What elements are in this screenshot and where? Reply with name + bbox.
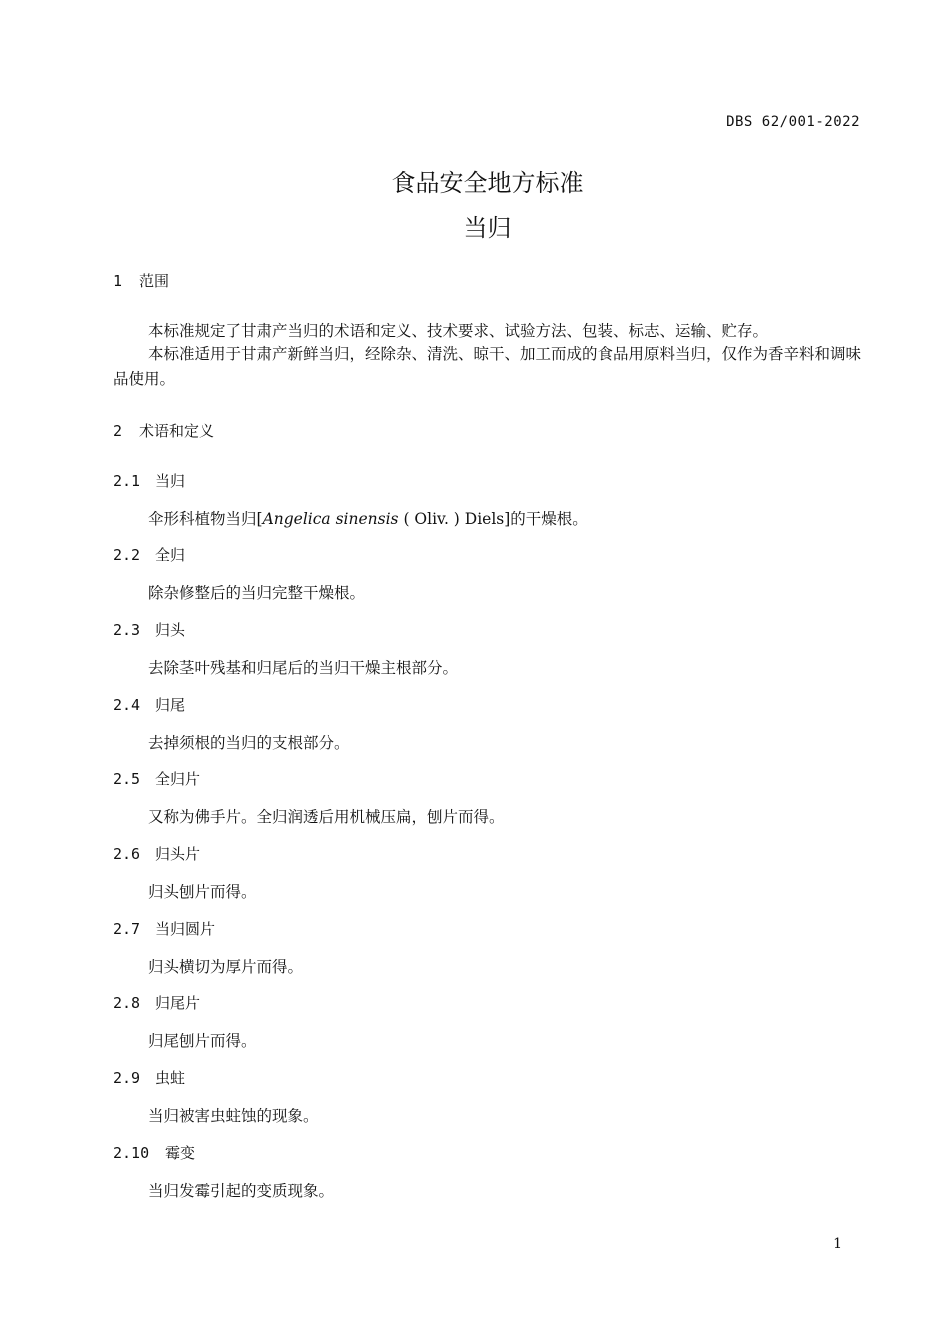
term-definition: 归头横切为厚片而得。: [148, 958, 304, 976]
term-definition: 去掉须根的当归的支根部分。: [148, 734, 350, 752]
term-number: 2.10: [113, 1144, 150, 1162]
term-heading: [113, 619, 185, 640]
scope-paragraph-2: 本标准适用于甘肃产新鲜当归，经除杂、清洗、晾干、加工而成的食品用原料当归，仅作为香辛料和调味品使用。: [113, 345, 862, 388]
page-number: 1: [833, 1236, 842, 1252]
term-definition: 去除茎叶残基和归尾后的当归干燥主根部分。: [148, 659, 459, 677]
term-definition: 归头刨片而得。: [148, 883, 257, 901]
term-name: 当归圆片: [155, 920, 216, 938]
document-code: DBS 62/001-2022: [726, 114, 860, 130]
section-number: 1: [113, 272, 123, 290]
term-heading: [113, 843, 200, 864]
definition-text: ( Oliv. ) Diels]的干燥根。: [398, 510, 588, 528]
term-name: 全归: [155, 546, 186, 564]
section-number: 2: [113, 422, 123, 440]
term-number: 2.5: [113, 770, 141, 788]
term-heading: [113, 918, 215, 939]
term-number: 2.4: [113, 696, 141, 714]
term-name: 霉变: [165, 1144, 196, 1162]
term-number: 2.3: [113, 621, 141, 639]
term-definition: [148, 507, 588, 529]
term-definition: 除杂修整后的当归完整干燥根。: [148, 584, 366, 602]
term-heading: [113, 694, 185, 715]
term-name: 归尾: [155, 696, 186, 714]
term-name: 归头片: [155, 845, 201, 863]
term-name: 归头: [155, 621, 186, 639]
term-heading: [113, 544, 185, 565]
latin-name: Angelica sinensis: [262, 510, 399, 528]
term-heading: [113, 1142, 195, 1163]
term-definition: 归尾刨片而得。: [148, 1032, 257, 1050]
term-number: 2.1: [113, 472, 141, 490]
term-name: 虫蛀: [155, 1069, 186, 1087]
term-name: 当归: [155, 472, 186, 490]
term-number: 2.9: [113, 1069, 141, 1087]
document-title: 食品安全地方标准: [391, 169, 584, 197]
term-name: 归尾片: [155, 994, 201, 1012]
section-title: 范围: [139, 272, 170, 290]
section-title: 术语和定义: [139, 422, 215, 440]
document-subtitle: 当归: [463, 214, 512, 242]
term-heading: [113, 992, 200, 1013]
term-name: 全归片: [155, 770, 201, 788]
term-definition: 又称为佛手片。全归润透后用机械压扁，刨片而得。: [148, 808, 505, 826]
definition-text: 伞形科植物当归[: [148, 510, 263, 528]
term-number: 2.2: [113, 546, 141, 564]
term-number: 2.8: [113, 994, 141, 1012]
term-number: 2.6: [113, 845, 141, 863]
section-heading-terms: [113, 420, 214, 441]
term-definition: 当归发霉引起的变质现象。: [148, 1182, 335, 1200]
section-heading-scope: [113, 270, 169, 291]
scope-paragraph-1: 本标准规定了甘肃产当归的术语和定义、技术要求、试验方法、包装、标志、运输、贮存。: [148, 322, 769, 340]
term-heading: [113, 768, 200, 789]
term-heading: [113, 470, 185, 491]
term-definition: 当归被害虫蛀蚀的现象。: [148, 1107, 319, 1125]
term-heading: [113, 1067, 185, 1088]
term-number: 2.7: [113, 920, 141, 938]
